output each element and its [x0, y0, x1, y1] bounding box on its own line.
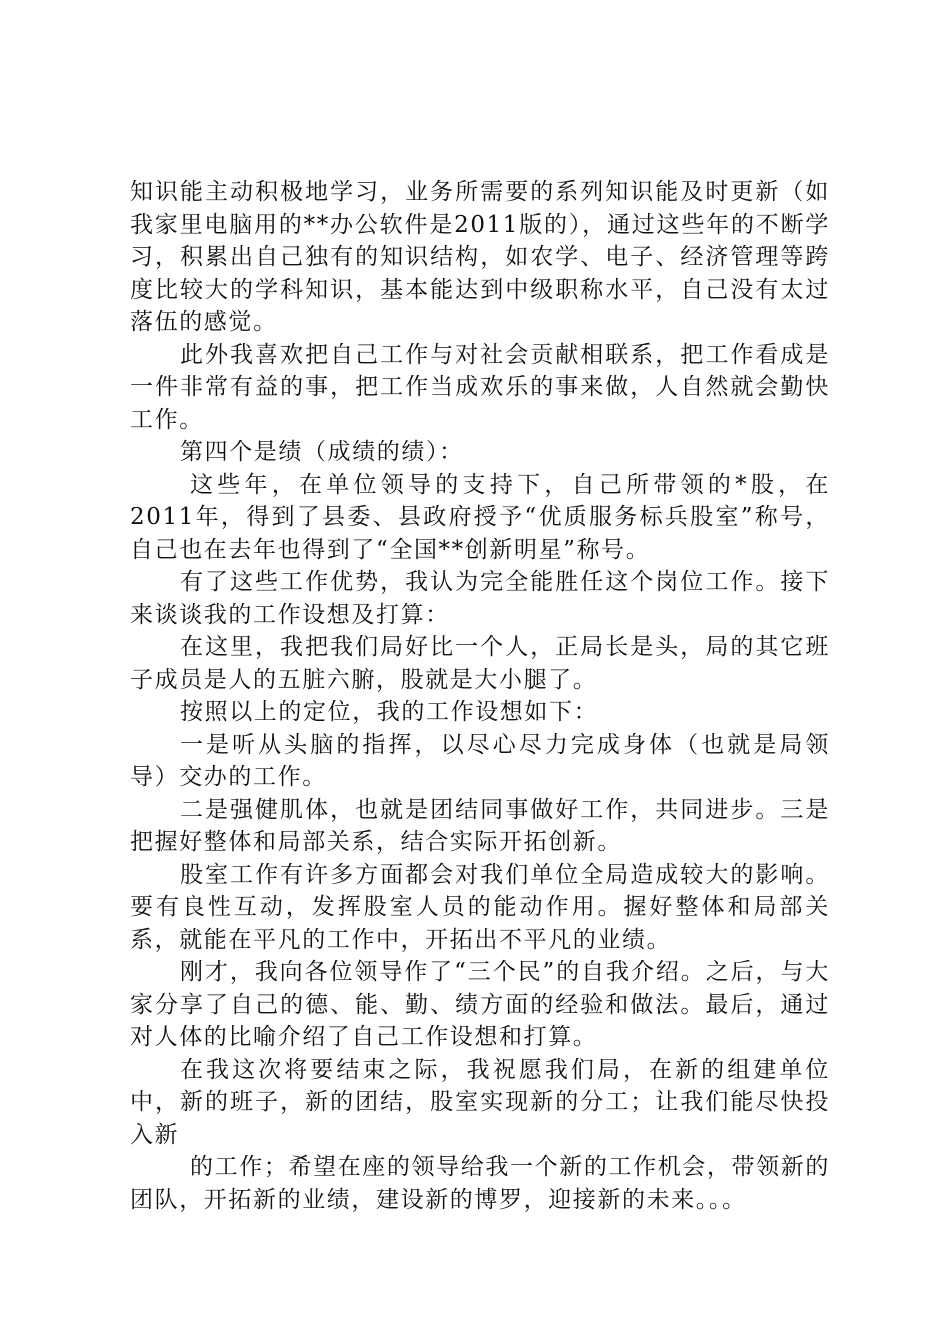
paragraph-4: 这些年，在单位领导的支持下，自己所带领的*股，在2011年，得到了县委、县政府授予“优质服务标兵股室”称号，自己也在去年也得到了“全国**创新明星”称号。 — [130, 471, 830, 563]
paragraph-2: 此外我喜欢把自己工作与对社会贡献相联系，把工作看成是一件非常有益的事，把工作当成欢乐的事来做，人自然就会勤快工作。 — [130, 341, 830, 433]
paragraph-10: 股室工作有许多方面都会对我们单位全局造成较大的影响。要有良性互动，发挥股室人员的能动作用。握好整体和局部关系，就能在平凡的工作中，开拓出不平凡的业绩。 — [130, 861, 830, 953]
paragraph-12: 在我这次将要结束之际，我祝愿我们局，在新的组建单位中，新的班子，新的团结，股室实现新的分工；让我们能尽快投入新 — [130, 1056, 830, 1148]
paragraph-13: 的工作；希望在座的领导给我一个新的工作机会，带领新的团队，开拓新的业绩，建设新的博罗，迎接新的未来。。。 — [130, 1154, 830, 1213]
paragraph-5: 有了这些工作优势，我认为完全能胜任这个岗位工作。接下来谈谈我的工作设想及打算： — [130, 569, 830, 628]
paragraph-7: 按照以上的定位，我的工作设想如下： — [180, 699, 599, 725]
paragraph-1: 知识能主动积极地学习，业务所需要的系列知识能及时更新（如我家里电脑用的**办公软件是2011版的），通过这些年的不断学习，积累出自己独有的知识结构，如农学、电子、经济管理等跨度比较大的学科知识，基本能达到中级职称水平，自己没有太过落伍的感觉。 — [130, 179, 830, 335]
paragraph-11: 刚才，我向各位领导作了“三个民”的自我介绍。之后，与大家分享了自己的德、能、勤、绩方面的经验和做法。最后，通过对人体的比喻介绍了自己工作设想和打算。 — [130, 959, 830, 1050]
paragraph-6: 在这里，我把我们局好比一个人，正局长是头，局的其它班子成员是人的五脏六腑，股就是大小腿了。 — [130, 634, 830, 693]
paragraph-3: 第四个是绩（成绩的绩）： — [180, 439, 464, 465]
paragraph-8: 一是听从头脑的指挥，以尽心尽力完成身体（也就是局领导）交办的工作。 — [130, 731, 830, 790]
paragraph-9: 二是强健肌体，也就是团结同事做好工作，共同进步。三是把握好整体和局部关系，结合实际开拓创新。 — [130, 796, 830, 855]
document-body — [130, 176, 830, 1216]
